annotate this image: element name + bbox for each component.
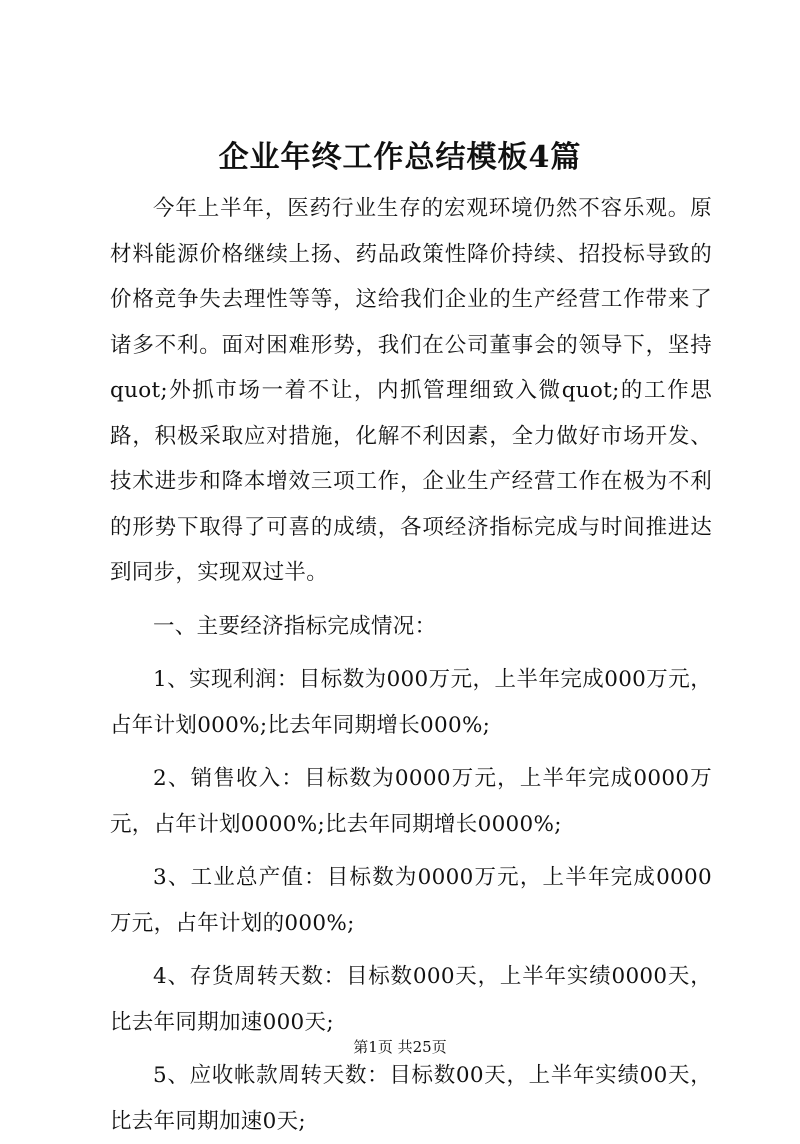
document-title: 企业年终工作总结模板4篇: [218, 140, 582, 175]
section-heading: 一、主要经济指标完成情况：: [153, 613, 437, 639]
indicator-item: 3、工业总产值：目标数为0000万元，上半年完成0000万元，占年计划的000%;: [110, 865, 712, 936]
indicator-item: 4、存货周转天数：目标数000天，上半年实绩0000天，比去年同期加速000天;: [110, 964, 712, 1035]
intro-paragraph: 今年上半年，医药行业生存的宏观环境仍然不容乐观。原材料能源价格继续上扬、药品政策性降价持续、招投标导致的价格竞争失去理性等等，这给我们企业的生产经营工作带来了诸多不利。面对困难形势，我们在公司董事会的领导下，坚持quot;外抓市场一着不让，内抓管理细致入微quot;的工作思路，积极采取应对措施，化解不利因素，全力做好市场开发、技术进步和降本增效三项工作，企业生产经营工作在极为不利的形势下取得了可喜的成绩，各项经济指标完成与时间推进达到同步，实现双过半。: [110, 196, 712, 585]
document-body: [110, 186, 712, 1144]
indicator-item: 1、实现利润：目标数为000万元，上半年完成000万元，占年计划000%;比去年同期增长000%;: [110, 667, 712, 738]
indicator-item: 2、销售收入：目标数为0000万元，上半年完成0000万元，占年计划0000%;比去年同期增长0000%;: [110, 766, 712, 837]
indicator-item: 5、应收帐款周转天数：目标数00天，上半年实绩00天，比去年同期加速0天;: [110, 1063, 712, 1134]
page-footer: 第1页 共25页: [353, 1038, 447, 1056]
